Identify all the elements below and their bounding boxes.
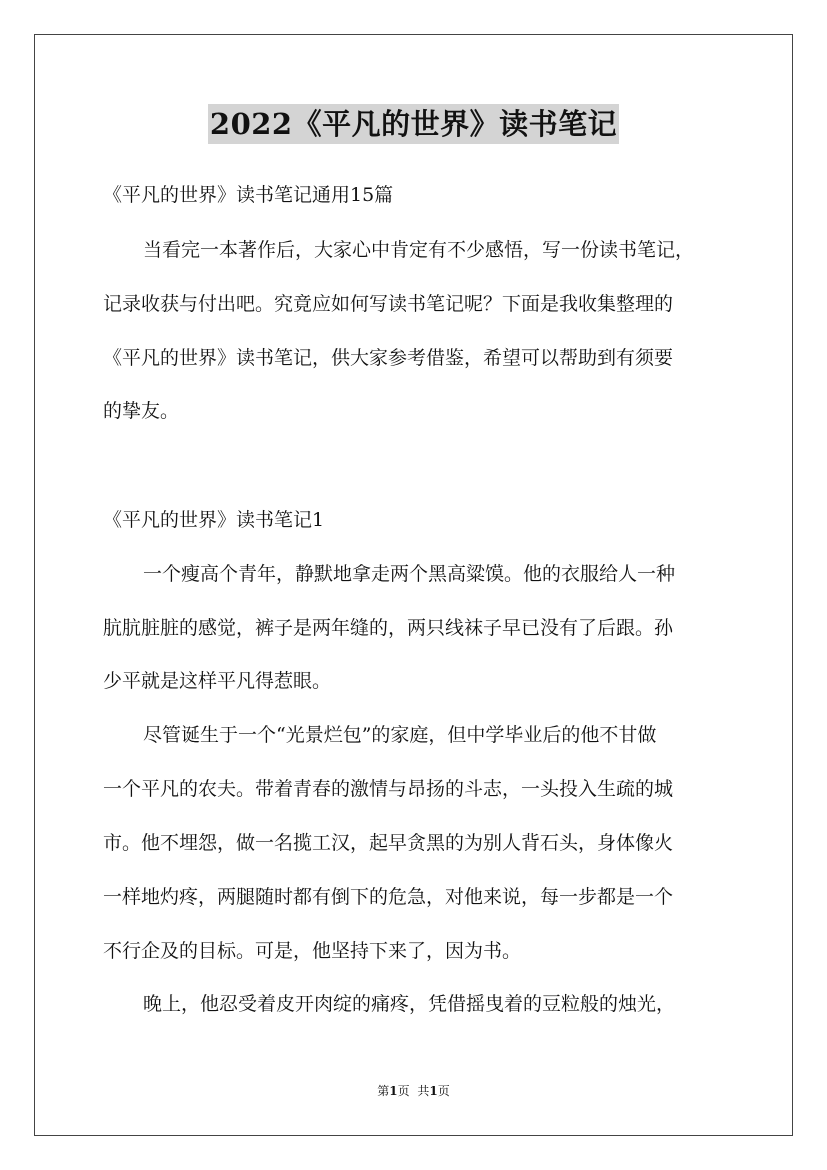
footer-total-prefix: 共 — [417, 1084, 430, 1098]
paragraph-line: 市。他不埋怨，做一名揽工汉，起早贪黑的为别人背石头，身体像火 — [103, 832, 674, 854]
footer-page-suffix: 页 — [397, 1084, 410, 1098]
paragraph-line: 尽管诞生于一个“光景烂包”的家庭，但中学毕业后的他不甘做 — [143, 724, 657, 746]
document-subtitle: 《平凡的世界》读书笔记通用15篇 — [103, 184, 394, 206]
paragraph-line: 肮肮脏脏的感觉，裤子是两年缝的，两只线袜子早已没有了后跟。孙 — [103, 617, 674, 639]
paragraph-line: 少平就是这样平凡得惹眼。 — [103, 670, 332, 692]
footer-total-suffix: 页 — [437, 1084, 450, 1098]
document-title: 2022《平凡的世界》读书笔记 — [208, 104, 619, 144]
paragraph-line: 一个平凡的农夫。带着青春的激情与昂扬的斗志，一头投入生疏的城 — [103, 778, 674, 800]
intro-line: 记录收获与付出吧。究竟应如何写读书笔记呢？下面是我收集整理的 — [103, 293, 674, 315]
paragraph-line: 一样地灼疼，两腿随时都有倒下的危急，对他来说，每一步都是一个 — [103, 886, 674, 908]
intro-line: 《平凡的世界》读书笔记，供大家参考借鉴，希望可以帮助到有须要 — [103, 347, 674, 369]
footer-page-number: 1 — [389, 1084, 398, 1098]
footer-total-pages: 1 — [429, 1084, 438, 1098]
paragraph-line: 一个瘦高个青年，静默地拿走两个黑高粱馍。他的衣服给人一种 — [143, 563, 676, 585]
footer-prefix: 第 — [377, 1084, 390, 1098]
paragraph-line: 晚上，他忍受着皮开肉绽的痛疼，凭借摇曳着的豆粒般的烛光， — [143, 993, 676, 1015]
intro-line: 当看完一本著作后，大家心中肯定有不少感悟，写一份读书笔记， — [143, 239, 695, 261]
section-heading: 《平凡的世界》读书笔记1 — [103, 509, 325, 531]
intro-line: 的挚友。 — [103, 400, 180, 422]
page-footer — [0, 1083, 827, 1099]
paragraph-line: 不行企及的目标。可是，他坚持下来了，因为书。 — [103, 940, 522, 962]
title-container — [0, 104, 827, 144]
